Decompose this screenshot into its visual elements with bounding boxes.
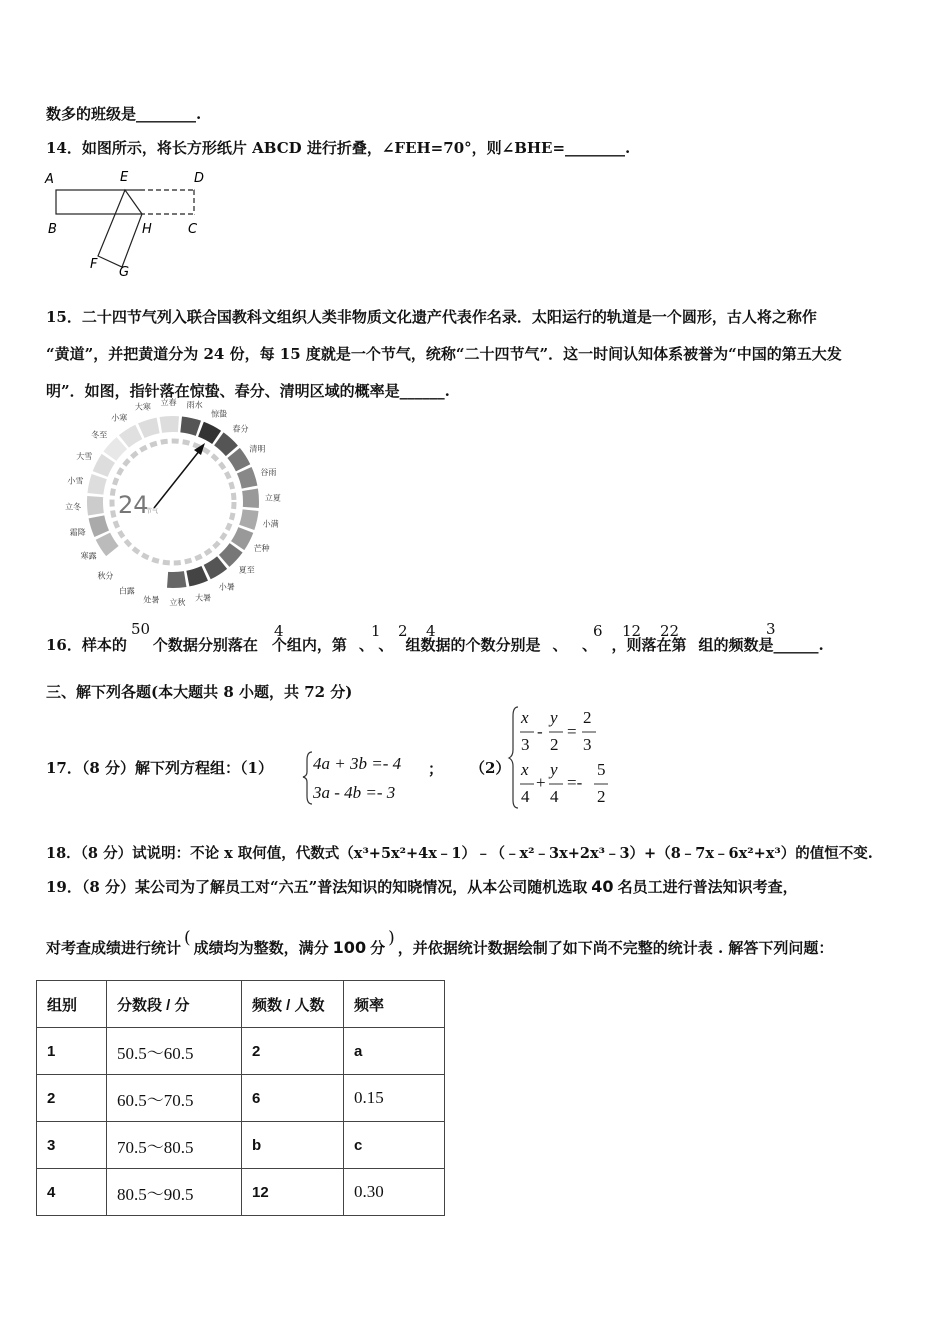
q17-label: 17．（8 分）解下列方程组：（1） bbox=[46, 759, 273, 777]
cell-group: 3 bbox=[37, 1122, 107, 1169]
cell-count: b bbox=[242, 1122, 344, 1169]
cell-range: 80.5～90.5 bbox=[107, 1169, 242, 1216]
label-F: F bbox=[90, 257, 98, 272]
q18-text: 18．（8 分）试说明：不论 x 取何值，代数式（x³+5x²+4x﹣1）﹣（﹣x²﹣3x+2x³﹣3）+（8﹣7x﹣6x²+x³）的值恒不变. bbox=[46, 845, 873, 862]
wheel-segment bbox=[89, 515, 109, 537]
wheel-term-label: 小满 bbox=[262, 519, 279, 529]
q16-p5: ，则落在第 bbox=[611, 636, 687, 654]
q15-line2: “黄道”，并把黄道分为 24 份，每 15 度就是一个节气，统称“二十四节气”．这一时间认知体系被誉为“中国的第五大发 bbox=[46, 345, 842, 363]
label-G: G bbox=[119, 265, 130, 280]
cell-freq: c bbox=[344, 1122, 445, 1169]
wheel-segment bbox=[186, 566, 208, 586]
cell-count: 6 bbox=[242, 1075, 344, 1122]
cell-count: 2 bbox=[242, 1028, 344, 1075]
table-row bbox=[37, 1028, 445, 1075]
q16-sep2: 、 bbox=[378, 636, 394, 654]
q15-line3: 明”．如图，指针落在惊蛰、春分、清明区域的概率是______. bbox=[46, 382, 450, 400]
wheel-term-label: 芒种 bbox=[253, 544, 270, 554]
q16-sep3: 、 bbox=[552, 636, 560, 654]
table-row bbox=[37, 1075, 445, 1122]
q16-line bbox=[46, 620, 824, 655]
wheel-term-label: 处暑 bbox=[143, 595, 160, 605]
wheel-term-label: 夏至 bbox=[238, 565, 255, 575]
q14-text: 14．如图所示，将长方形纸片 ABCD 进行折叠，∠FEH=70°，则∠BHE=________. bbox=[46, 139, 631, 157]
solar-terms-wheel bbox=[40, 398, 281, 607]
wheel-term-label: 大暑 bbox=[195, 593, 212, 603]
e2-num2: 2 bbox=[583, 708, 592, 727]
wheel-segment bbox=[87, 474, 106, 495]
wheel-term-label: 立春 bbox=[160, 398, 177, 408]
e3-plus: + bbox=[536, 773, 546, 792]
cell-count: 12 bbox=[242, 1169, 344, 1216]
e3-num5: 5 bbox=[597, 760, 606, 779]
wheel-term-label: 雨水 bbox=[186, 400, 203, 410]
q17-eq1b: 3a - 4b =- 3 bbox=[313, 783, 396, 802]
q16-p1: 16．样本的 bbox=[46, 636, 127, 654]
q16-sep4: 、 bbox=[581, 636, 590, 654]
q19-line1 bbox=[46, 876, 798, 897]
q16-g2: 2 bbox=[398, 622, 408, 640]
q17-label2: （2） bbox=[470, 759, 511, 777]
brace-2 bbox=[509, 707, 518, 808]
q16-g1: 1 bbox=[371, 622, 381, 640]
q19-n40: 40 bbox=[591, 877, 614, 896]
q16-g4: 4 bbox=[426, 622, 436, 640]
e3-eq: =- bbox=[567, 773, 583, 792]
wheel-segment bbox=[138, 418, 160, 438]
q19-paren-close: ) bbox=[388, 928, 395, 948]
q16-c12: 12 bbox=[622, 622, 642, 640]
e2-y: y bbox=[550, 708, 558, 727]
q16-c22: 22 bbox=[660, 622, 680, 640]
q19-line2c: 分 bbox=[370, 939, 386, 957]
label-D: D bbox=[194, 171, 205, 186]
e3-y: y bbox=[550, 760, 558, 779]
wheel-term-label: 立夏 bbox=[264, 493, 281, 503]
wheel-term-label: 霜降 bbox=[69, 528, 86, 538]
pointer bbox=[154, 450, 200, 508]
cell-range: 50.5～60.5 bbox=[107, 1028, 242, 1075]
wheel-segment bbox=[160, 416, 179, 433]
wheel-term-label: 大寒 bbox=[134, 402, 151, 412]
folded-flap bbox=[98, 190, 142, 267]
wheel-term-label: 秋分 bbox=[97, 571, 114, 581]
wheel-term-label: 小暑 bbox=[218, 582, 235, 592]
q16-n50: 50 bbox=[131, 620, 151, 638]
q19-n100: 100 bbox=[332, 938, 367, 957]
wheel-term-label: 春分 bbox=[232, 424, 249, 434]
q19-line2d: ，并依据统计数据绘制了如下尚不完整的统计表 . 解答下列问题： bbox=[397, 939, 834, 957]
wheel-segment bbox=[180, 416, 201, 435]
wheel-segment bbox=[87, 496, 104, 515]
e3-4b: 4 bbox=[550, 787, 559, 806]
wheel-segment bbox=[242, 489, 259, 508]
section-3-heading: 三、解下列各题(本大题共 8 小题，共 72 分) bbox=[46, 683, 353, 701]
cell-range: 70.5～80.5 bbox=[107, 1122, 242, 1169]
score-table bbox=[36, 980, 445, 1216]
wheel-segment bbox=[96, 533, 119, 556]
label-C: C bbox=[188, 222, 198, 237]
wheel-term-label: 寒露 bbox=[80, 551, 97, 561]
cell-group: 1 bbox=[37, 1028, 107, 1075]
e2-2: 2 bbox=[550, 735, 559, 754]
center-number: 24 bbox=[118, 491, 149, 519]
cell-freq: a bbox=[344, 1028, 445, 1075]
q13-tail: 数多的班级是________. bbox=[46, 105, 202, 123]
table-header-row bbox=[37, 981, 445, 1028]
cell-group: 4 bbox=[37, 1169, 107, 1216]
label-B: B bbox=[48, 222, 57, 237]
q17-semicolon: ； bbox=[428, 760, 444, 778]
wheel-term-label: 小寒 bbox=[111, 413, 128, 423]
q15-line1: 15．二十四节气列入联合国教科文组织人类非物质文化遗产代表作名录．太阳运行的轨道是一个圆形，古人将之称作 bbox=[46, 308, 817, 326]
wheel-term-label: 白露 bbox=[118, 586, 135, 596]
wheel-term-label: 惊蛰 bbox=[211, 409, 228, 419]
cell-freq: 0.15 bbox=[344, 1075, 445, 1122]
q19-line2b: 成绩均为整数，满分 bbox=[193, 939, 329, 957]
q16-n3: 3 bbox=[766, 620, 776, 638]
e2-den3: 3 bbox=[583, 735, 592, 754]
q17-eq1a: 4a + 3b =- 4 bbox=[313, 754, 402, 773]
e3-den2: 2 bbox=[597, 787, 606, 806]
e2-minus: - bbox=[537, 722, 543, 741]
e3-4: 4 bbox=[521, 787, 530, 806]
wheel-term-label: 冬至 bbox=[91, 430, 108, 440]
cell-range: 60.5～70.5 bbox=[107, 1075, 242, 1122]
table-row bbox=[37, 1122, 445, 1169]
th-count: 频数 / 人数 bbox=[242, 981, 344, 1028]
wheel-term-label: 小雪 bbox=[67, 476, 84, 486]
q16-p6: 组的频数是______. bbox=[698, 636, 824, 654]
wheel-term-label: 立秋 bbox=[169, 597, 186, 607]
q16-sep1: 、 bbox=[358, 636, 367, 654]
cell-group: 2 bbox=[37, 1075, 107, 1122]
wheel-term-label: 大雪 bbox=[76, 451, 93, 461]
th-range: 分数段 / 分 bbox=[107, 981, 242, 1028]
wheel-term-label: 清明 bbox=[249, 444, 266, 454]
wheel-segment bbox=[167, 571, 186, 588]
fold-rect-solid bbox=[56, 190, 194, 214]
center-sub: 节气 bbox=[146, 508, 159, 515]
cell-freq: 0.30 bbox=[344, 1169, 445, 1216]
q16-p3: 个组内，第 bbox=[271, 636, 347, 654]
q16-n4: 4 bbox=[274, 622, 284, 640]
q19-line2a: 对考查成绩进行统计 bbox=[46, 939, 182, 957]
wheel-segment bbox=[237, 467, 257, 489]
label-H: H bbox=[142, 222, 152, 237]
q14-figure bbox=[40, 165, 220, 280]
q19-paren-open: ( bbox=[184, 928, 191, 948]
wheel-term-label: 谷雨 bbox=[260, 467, 277, 477]
e2-3: 3 bbox=[521, 735, 530, 754]
q19-line2 bbox=[46, 928, 834, 958]
th-group: 组别 bbox=[37, 981, 107, 1028]
label-A: A bbox=[45, 172, 54, 187]
e3-x: x bbox=[521, 760, 529, 779]
e2-eq: = bbox=[567, 722, 577, 741]
q19-line1a: 19．（8 分）某公司为了解员工对“六五”普法知识的知晓情况，从本公司随机选取 bbox=[46, 878, 588, 896]
th-freq: 频率 bbox=[344, 981, 445, 1028]
q16-c6: 6 bbox=[593, 622, 603, 640]
q16-p2: 个数据分别落在 bbox=[152, 636, 258, 654]
label-E: E bbox=[120, 170, 129, 185]
wheel-term-label: 立冬 bbox=[65, 502, 82, 512]
wheel-segment bbox=[239, 509, 258, 530]
table-row bbox=[37, 1169, 445, 1216]
q19-line1b: 名员工进行普法知识考查， bbox=[617, 878, 798, 896]
brace-1 bbox=[303, 752, 312, 804]
q16-p4: 组数据的个数分别是 bbox=[405, 636, 541, 654]
e2-x: x bbox=[521, 708, 529, 727]
